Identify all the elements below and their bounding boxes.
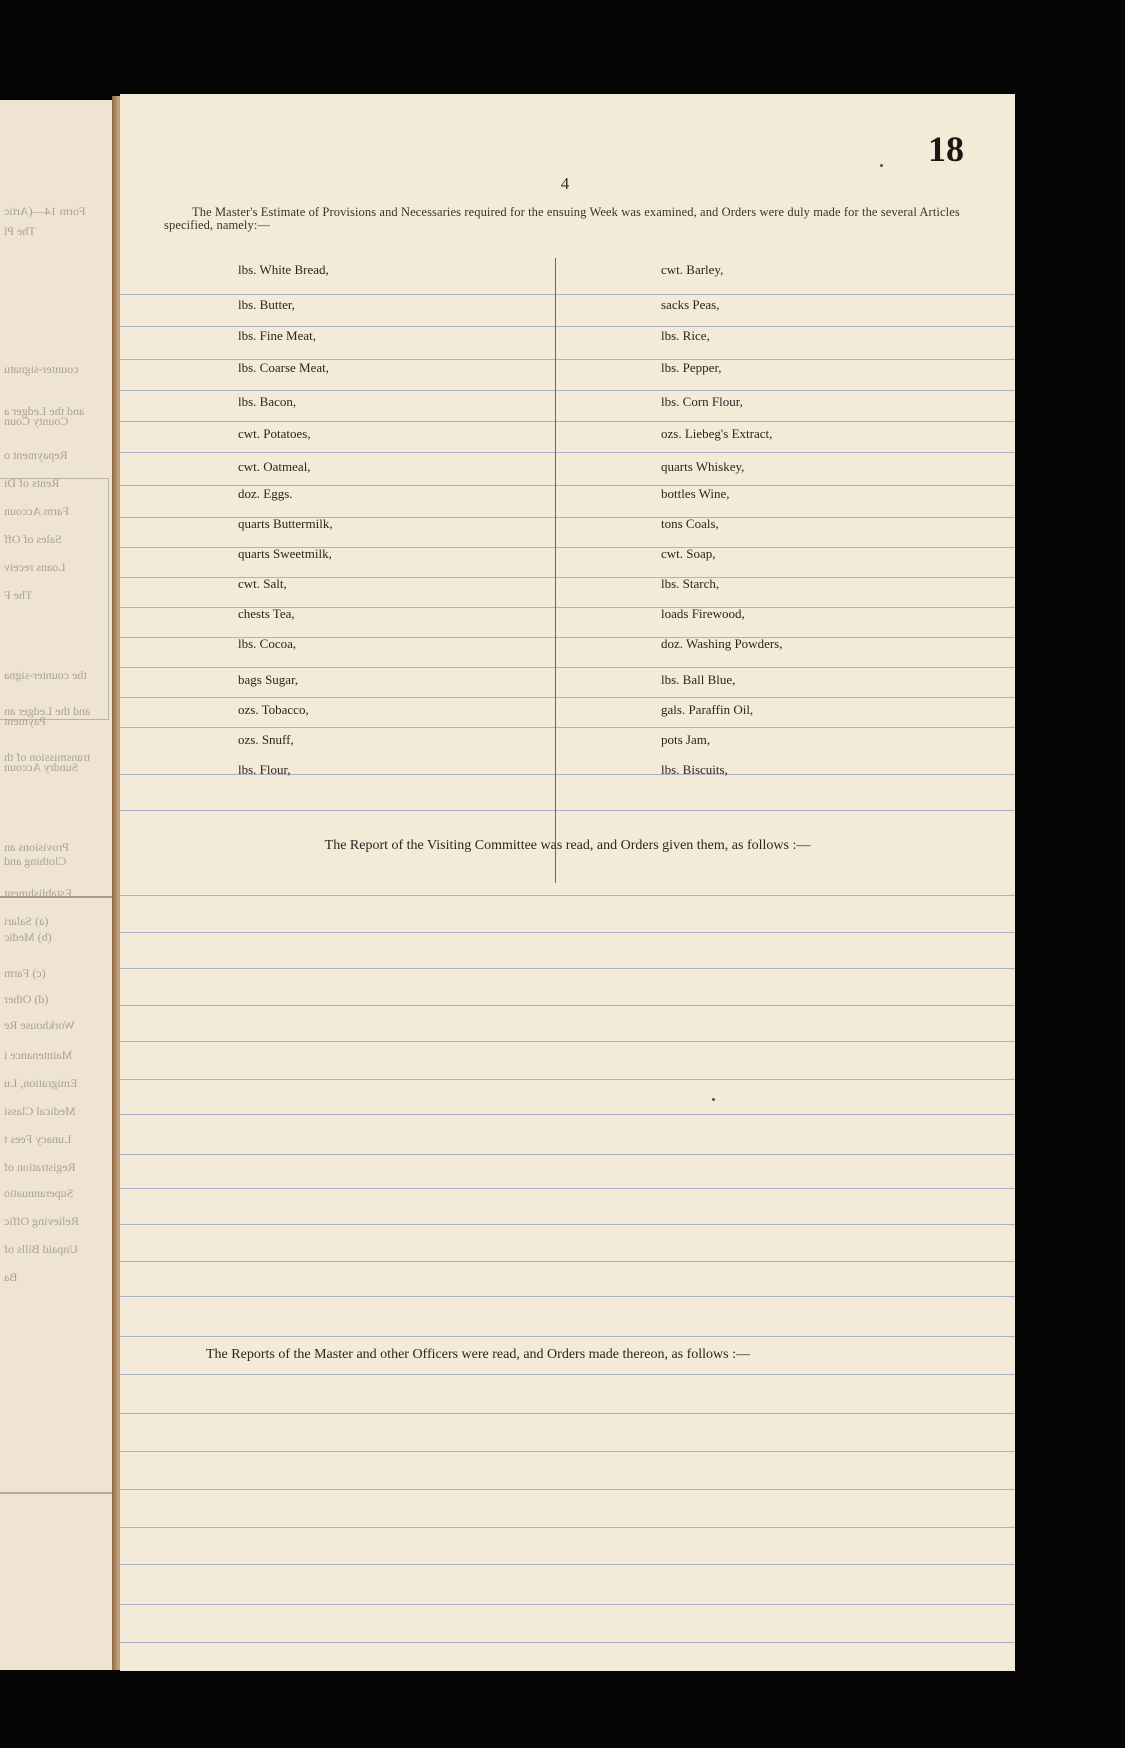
provision-item-left: chests Tea, bbox=[238, 606, 295, 621]
provision-item-right: lbs. Starch, bbox=[661, 576, 720, 591]
facing-page-ghost-line: Superannuatio bbox=[4, 1186, 74, 1200]
ink-speck bbox=[880, 164, 883, 167]
provision-item-left: doz. Eggs. bbox=[238, 486, 293, 501]
facing-page-ghost-line: (c) Farm bbox=[4, 966, 46, 980]
provision-item-left: lbs. Butter, bbox=[238, 297, 295, 312]
provision-item-right: cwt. Barley, bbox=[661, 262, 724, 277]
facing-page-ghost-line: The F bbox=[4, 588, 33, 602]
facing-page-ghost-line: Establishment bbox=[4, 886, 72, 900]
ruled-line bbox=[120, 1114, 1015, 1115]
facing-page-ghost-line: counter-signatu bbox=[4, 362, 79, 376]
master-reports-heading: The Reports of the Master and other Officers were read, and Orders made thereon, as follows :— bbox=[206, 1347, 750, 1362]
facing-page-ghost-line: Repayment o bbox=[4, 448, 68, 462]
ruled-line bbox=[120, 1489, 1015, 1490]
ruled-line bbox=[120, 697, 1015, 698]
ruled-line bbox=[120, 810, 1015, 811]
facing-page-ghost-line: Sales of Off bbox=[4, 532, 62, 546]
facing-page-ghost-line: Lunacy Fees t bbox=[4, 1132, 72, 1146]
provision-item-right: loads Firewood, bbox=[661, 606, 745, 621]
ruled-line bbox=[120, 326, 1015, 327]
provision-item-left: ozs. Snuff, bbox=[238, 732, 294, 747]
ruled-line bbox=[120, 452, 1015, 453]
provision-item-right: lbs. Biscuits, bbox=[661, 762, 728, 777]
provision-item-left: ozs. Tobacco, bbox=[238, 702, 309, 717]
facing-page-ghost-line: Maintenance i bbox=[4, 1048, 73, 1062]
provision-item-right: ozs. Liebeg's Extract, bbox=[661, 426, 773, 441]
facing-page-ghost-line: the counter-signa bbox=[4, 668, 87, 682]
provision-item-right: lbs. Ball Blue, bbox=[661, 672, 736, 687]
intro-paragraph: The Master's Estimate of Provisions and Necessaries required for the ensuing Week was examined, and Orders were duly made for the several Articles specified, namely:— bbox=[164, 205, 960, 232]
facing-page-ghost-line: Form 14—(Artic bbox=[4, 204, 86, 218]
folio-number: 4 bbox=[560, 174, 570, 193]
ruled-line bbox=[120, 1451, 1015, 1452]
facing-page-ghost-line: Workhouse Re bbox=[4, 1018, 75, 1032]
provision-item-left: quarts Sweetmilk, bbox=[238, 546, 332, 561]
facing-page-rule bbox=[0, 1492, 118, 1494]
facing-page-ghost-line: Relieving Offic bbox=[4, 1214, 79, 1228]
facing-page-ghost-line: County Coun bbox=[4, 414, 69, 428]
provision-item-right: pots Jam, bbox=[661, 732, 711, 747]
facing-page-ghost-line: (a) Salari bbox=[4, 914, 49, 928]
ruled-line bbox=[120, 1154, 1015, 1155]
provision-item-right: doz. Washing Powders, bbox=[661, 636, 783, 651]
ruled-line bbox=[120, 1413, 1015, 1414]
facing-page-ghost-line: Clothing and bbox=[4, 854, 67, 868]
provision-item-left: lbs. Bacon, bbox=[238, 394, 297, 409]
ruled-line bbox=[120, 1296, 1015, 1297]
ruled-line bbox=[120, 1041, 1015, 1042]
ruled-line bbox=[120, 1079, 1015, 1080]
ruled-line bbox=[120, 1336, 1015, 1337]
ruled-line bbox=[120, 1188, 1015, 1189]
facing-page bbox=[0, 100, 118, 1670]
facing-page-ghost-line: (b) Medic bbox=[4, 930, 52, 944]
provision-item-left: bags Sugar, bbox=[238, 672, 299, 687]
provision-item-left: lbs. White Bread, bbox=[238, 262, 329, 277]
facing-page-ghost-line: Registration of bbox=[4, 1160, 76, 1174]
provision-item-left: cwt. Potatoes, bbox=[238, 426, 311, 441]
ruled-line bbox=[120, 421, 1015, 422]
ruled-line bbox=[120, 1642, 1015, 1643]
provision-item-right: lbs. Rice, bbox=[661, 328, 710, 343]
ruled-line bbox=[120, 932, 1015, 933]
provision-item-right: tons Coals, bbox=[661, 516, 719, 531]
facing-page-ghost-line: Payment bbox=[4, 714, 46, 728]
ruled-line bbox=[120, 968, 1015, 969]
provision-item-left: cwt. Oatmeal, bbox=[238, 459, 311, 474]
provision-item-right: lbs. Corn Flour, bbox=[661, 394, 743, 409]
facing-page-ghost-line: The Pl bbox=[4, 224, 36, 238]
provision-item-left: cwt. Salt, bbox=[238, 576, 287, 591]
facing-page-ghost-line: and the Ledger a bbox=[4, 404, 85, 418]
ruled-line bbox=[120, 390, 1015, 391]
ruled-line bbox=[120, 1604, 1015, 1605]
provision-item-right: bottles Wine, bbox=[661, 486, 730, 501]
facing-page-ghost-line: and the Ledger an bbox=[4, 704, 91, 718]
ledger-page bbox=[120, 94, 1015, 1671]
provision-item-left: quarts Buttermilk, bbox=[238, 516, 333, 531]
page-number: 18 bbox=[928, 129, 964, 169]
provision-item-left: lbs. Coarse Meat, bbox=[238, 360, 329, 375]
facing-page-ghost-line: Sundry Accoun bbox=[4, 760, 79, 774]
ruled-line bbox=[120, 294, 1015, 295]
facing-page-ghost-line: Ba bbox=[4, 1270, 18, 1284]
provision-item-left: lbs. Fine Meat, bbox=[238, 328, 316, 343]
ruled-line bbox=[120, 1527, 1015, 1528]
facing-page-ghost-line: Unpaid Bills of bbox=[4, 1242, 78, 1256]
ruled-line bbox=[120, 1224, 1015, 1225]
ink-speck bbox=[712, 1098, 715, 1101]
facing-page-ghost-line: Provisions an bbox=[4, 840, 70, 854]
ruled-line bbox=[120, 1005, 1015, 1006]
ruled-line bbox=[120, 895, 1015, 896]
ruled-line bbox=[120, 727, 1015, 728]
provision-item-right: gals. Paraffin Oil, bbox=[661, 702, 754, 717]
facing-page-ghost-line: Emigration, Lu bbox=[4, 1076, 78, 1090]
facing-page-ghost-line: Rents of Di bbox=[4, 476, 60, 490]
provision-item-left: lbs. Flour, bbox=[238, 762, 291, 777]
provision-item-right: cwt. Soap, bbox=[661, 546, 716, 561]
provision-item-right: sacks Peas, bbox=[661, 297, 720, 312]
facing-page-ghost-line: Medical Classi bbox=[4, 1104, 76, 1118]
ruled-line bbox=[120, 1564, 1015, 1565]
column-divider bbox=[555, 258, 556, 883]
facing-page-ghost-line: Loans receiv bbox=[4, 560, 66, 574]
provision-item-right: lbs. Pepper, bbox=[661, 360, 722, 375]
provision-item-left: lbs. Cocoa, bbox=[238, 636, 297, 651]
visiting-committee-heading: The Report of the Visiting Committee was read, and Orders given them, as follows :— bbox=[324, 838, 811, 853]
ruled-line bbox=[120, 667, 1015, 668]
facing-page-ghost-line: (d) Other bbox=[4, 992, 49, 1006]
facing-page-ghost-line: transmission of th bbox=[4, 750, 90, 764]
provision-item-right: quarts Whiskey, bbox=[661, 459, 745, 474]
ruled-line bbox=[120, 1374, 1015, 1375]
ruled-line bbox=[120, 1261, 1015, 1262]
facing-page-ghost-line: Farm Accoun bbox=[4, 504, 69, 518]
